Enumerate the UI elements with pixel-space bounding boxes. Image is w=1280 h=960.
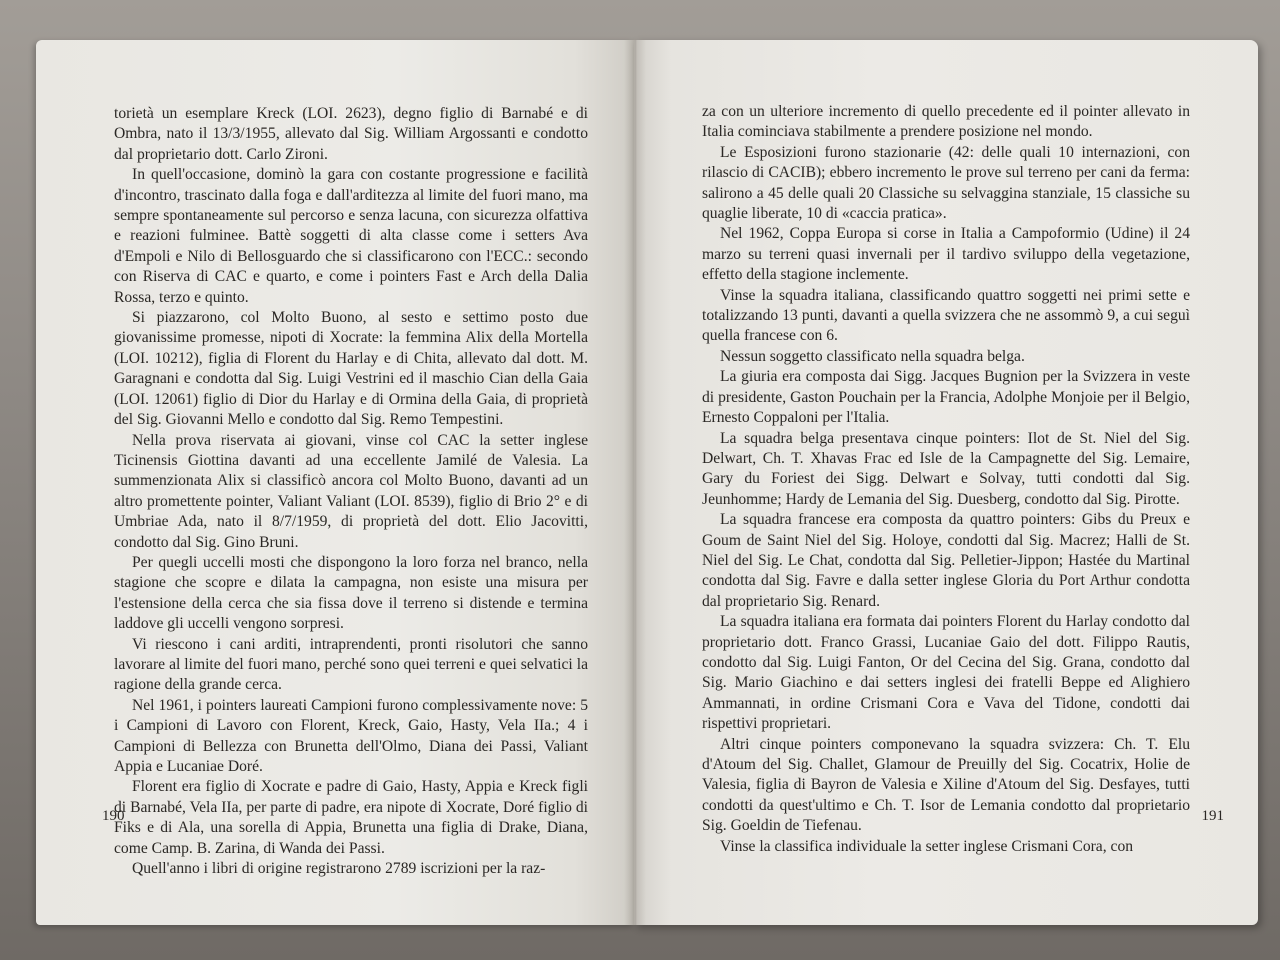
- paragraph: Le Esposizioni furono stazionarie (42: delle quali 10 internazioni, con rilascio di CACIB); ebbero incremento le prove sul terreno per cani da ferma: salirono a 45 delle quali 20 Classiche su selvaggina stanziale, 15 classiche su quaglie liberate, 10 di «caccia pratica».: [702, 143, 1190, 223]
- paragraph: In quell'occasione, dominò la gara con costante progressione e facilità d'incontro, trascinato dalla foga e dall'arditezza al limite del fuori mano, ma sempre spontaneamente sul percorso e senza lacuna, con sicurezza olfattiva e reazioni fulminee. Battè soggetti di alta classe come i setters Ava d'Empoli e Nilo di Bellosguardo che si classificarono con l'ECC.: secondo con Riserva di CAC e quarto, e come i pointers Fast e Arch della Dalia Rossa, terzo e quinto.: [114, 166, 588, 306]
- left-page-text: [114, 104, 588, 879]
- left-page: [36, 40, 634, 925]
- paragraph: Per quegli uccelli mosti che dispongono la loro forza nel branco, nella stagione che scopre e dilata la campagna, non esiste una misura per l'estensione della cerca che sia fissa dove il terreno si distende e termina laddove gli uccelli vengono sorpresi.: [114, 553, 588, 633]
- paragraph: Altri cinque pointers componevano la squadra svizzera: Ch. T. Elu d'Atoum del Sig. Challet, Glamour de Preuilly del Sig. Cocatrix, Holie de Valesia, figlia di Bayron de Valesia e Xiline d'Atoum del Sig. Desfayes, tutti condotti da quest'ultimo e Ch. T. Isor de Lemania condotto dal proprietario Sig. Goeldin de Tiefenau.: [702, 735, 1190, 835]
- paragraph: Nella prova riservata ai giovani, vinse col CAC la setter inglese Ticinensis Giottina davanti ad una eccellente Jamilé de Valesia. La summenzionata Alix si classificò ancora col Molto Buono, davanti ad un altro promettente pointer, Valiant Valiant (LOI. 8539), figlio di Brio 2° e di Umbriae Ada, nato il 8/7/1959, di proprietà del dott. Elio Jacovitti, condotto dal Sig. Gino Bruni.: [114, 431, 588, 551]
- paragraph: La squadra belga presentava cinque pointers: Ilot de St. Niel del Sig. Delwart, Ch. T. Xhavas Frac ed Isle de la Campagnette del Sig. Lemaire, Gary du Foriest dei Sigg. Delwart e Solvay, tutti condotti dal Sig. Jeunhomme; Hardy de Lemania del Sig. Duesberg, condotto dal Sig. Pirotte.: [702, 429, 1190, 508]
- paragraph: Nessun soggetto classificato nella squadra belga.: [720, 347, 1025, 365]
- right-page-text: [702, 102, 1190, 857]
- paragraph: La giuria era composta dai Sigg. Jacques Bugnion per la Svizzera in veste di presidente, Gaston Pouchain per la Francia, Adolphe Monjoie per il Belgio, Ernesto Coppaloni per l'Italia.: [702, 368, 1190, 427]
- paragraph: La squadra francese era composta da quattro pointers: Gibs du Preux e Goum de Saint Niel del Sig. Holoye, condotti dal Sig. Macrez; Halli de St. Niel del Sig. Le Chat, condotta dal Sig. Pelletier-Jippon; Hastée du Martinal condotta dal Sig. Favre e dalla setter inglese Gloria du Port Arthur condotta dal proprietario Sig. Renard.: [702, 511, 1190, 610]
- paragraph: Si piazzarono, col Molto Buono, al sesto e settimo posto due giovanissime promesse, nipoti di Xocrate: la femmina Alix della Mortella (LOI. 10212), figlia di Florent du Harlay e di Chita, allevato dal dott. M. Garagnani e condotta dal Sig. Luigi Vestrini ed il maschio Cian della Gaia (LOI. 12061) figlio di Dior du Harlay e di Ormina della Gaia, di proprietà del Sig. Giovanni Mello e condotto dal Sig. Remo Tempestini.: [114, 309, 588, 429]
- paragraph: Nel 1962, Coppa Europa si corse in Italia a Campoformio (Udine) il 24 marzo su terreni quasi invernali per il tardivo sviluppo della vegetazione, effetto della stagione inclemente.: [702, 225, 1190, 284]
- open-book: [36, 40, 1258, 925]
- paragraph: Quell'anno i libri di origine registrarono 2789 iscrizioni per la raz-: [132, 860, 546, 878]
- right-page: [634, 40, 1258, 925]
- book-gutter: [624, 40, 646, 925]
- paragraph: torietà un esemplare Kreck (LOI. 2623), degno figlio di Barnabé e di Ombra, nato il 13/3/1955, allevato dal Sig. William Argossanti e condotto dal proprietario dott. Carlo Zironi.: [114, 105, 588, 163]
- paragraph: La squadra italiana era formata dai pointers Florent du Harlay condotto dal proprietario dott. Franco Grassi, Lucaniae Gaio del dott. Filippo Rautis, condotto dal Sig. Luigi Fanton, Or del Cecina del Sig. Grana, condotto dal Sig. Mario Giachino e dai setters inglesi dei fratelli Beppe ed Alighiero Ammannati, in ordine Crismani Cora e Vava del Tidone, condotti dai rispettivi proprietari.: [702, 613, 1190, 733]
- paragraph: Nel 1961, i pointers laureati Campioni furono complessivamente nove: 5 i Campioni di Lavoro con Florent, Kreck, Gaio, Hasty, Vela IIa.; 4 i Campioni di Bellezza con Brunetta dell'Olmo, Diana dei Passi, Valiant Appia e Lucaniae Doré.: [114, 696, 588, 775]
- paragraph: Vinse la classifica individuale la setter inglese Crismani Cora, con: [720, 837, 1134, 855]
- page-number: 191: [1201, 808, 1224, 824]
- page-number: 190: [102, 808, 125, 824]
- paragraph: Vi riescono i cani arditi, intraprendenti, pronti risolutori che sanno lavorare al limite del fuori mano, perché sono quei terreni e quei selvatici la ragione della grande cerca.: [114, 635, 588, 694]
- paragraph: Vinse la squadra italiana, classificando quattro soggetti nei primi sette e totalizzando 13 punti, davanti a quella svizzera che ne assommò 9, a cui seguì quella francese con 6.: [702, 286, 1190, 345]
- paragraph: za con un ulteriore incremento di quello precedente ed il pointer allevato in Italia cominciava stabilmente a prendere posizione nel mondo.: [702, 103, 1190, 141]
- paragraph: Florent era figlio di Xocrate e padre di Gaio, Hasty, Appia e Kreck figli di Barnabé, Vela IIa, per parte di padre, era nipote di Xocrate, Doré figlio di Fiks e di Ala, una sorella di Appia, Brunetta una figlia di Drake, Diana, come Camp. B. Zarina, di Wanda dei Passi.: [114, 778, 588, 857]
